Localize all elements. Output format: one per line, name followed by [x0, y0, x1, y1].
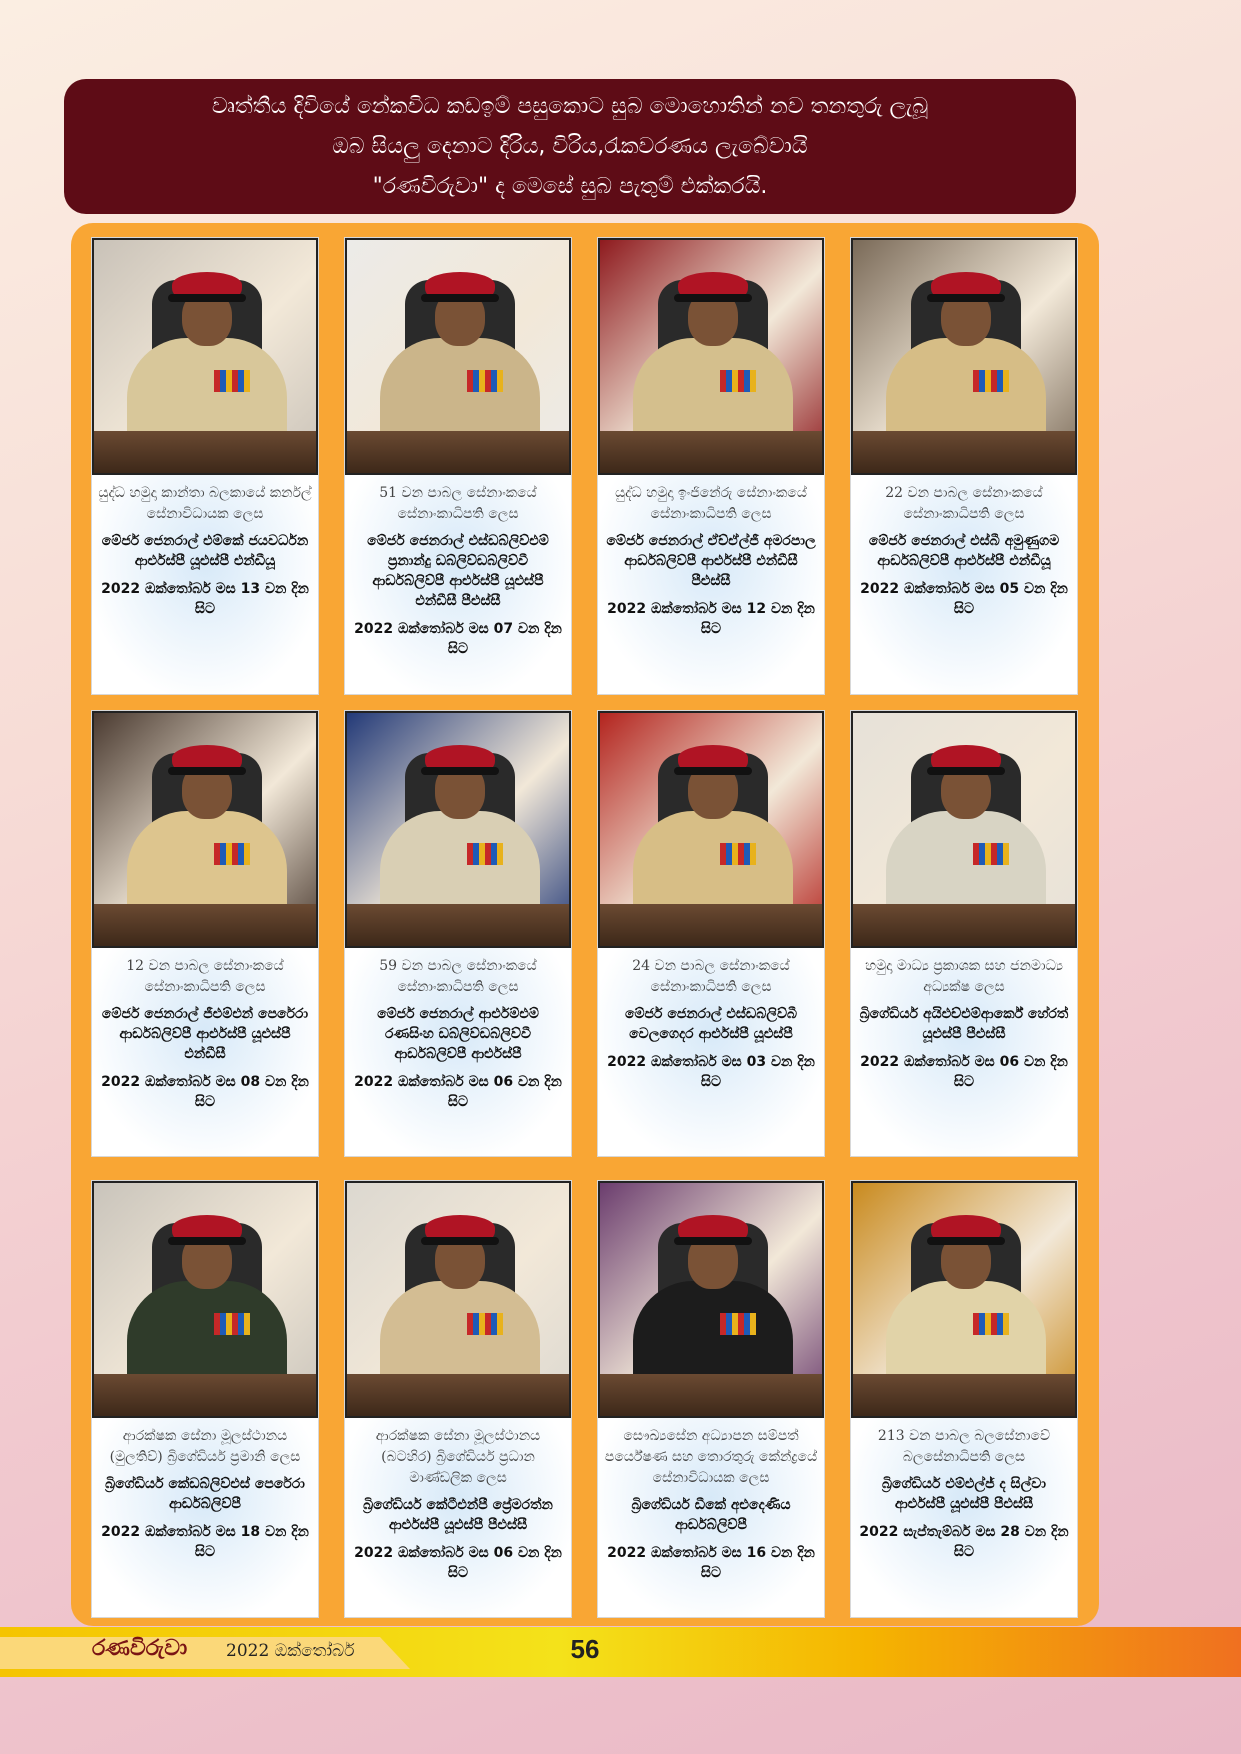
photo-cap-peak	[168, 1237, 246, 1245]
officer-photo	[92, 238, 318, 475]
photo-cap-peak	[421, 1237, 499, 1245]
banner-line-3: "රණවිරුවා" ද මෙසේ සුබ පැතුම් එක්කරයි.	[372, 173, 768, 199]
photo-cap-peak	[927, 767, 1005, 775]
photo-cap-peak	[927, 294, 1005, 302]
officer-photo	[598, 238, 824, 475]
photo-desk	[94, 431, 316, 473]
photo-medals	[720, 843, 756, 865]
photo-medals	[973, 843, 1009, 865]
magazine-logo: රණවිරුවා	[92, 1635, 188, 1661]
officer-name: මේජර් ජෙනරාල් ඒච්ඒල්ජී අමරපාල ආර්ඩබ්ලිව්පී ආර්එස්පී එන්ඩීසී පීඑස්සී	[606, 533, 816, 589]
photo-desk	[347, 904, 569, 946]
photo-desk	[600, 431, 822, 473]
photo-desk	[347, 431, 569, 473]
card-caption	[92, 475, 318, 694]
photo-desk	[600, 1374, 822, 1416]
card-caption	[851, 948, 1077, 1156]
effective-date: 2022 සැප්තැම්බර් මස 28 වන දින සිට	[859, 1524, 1069, 1560]
card-caption	[345, 1418, 571, 1617]
promotion-card	[850, 710, 1078, 1157]
card-caption	[598, 948, 824, 1156]
officer-role: යුද්ධ හමුදා ඉංජිනේරු සේනාංකයේ සේනාංකාධිපති ලෙස	[615, 485, 807, 522]
photo-desk	[853, 904, 1075, 946]
issue-label: 2022 ඔක්තෝබර්	[226, 1641, 355, 1661]
effective-date: 2022 ඔක්තෝබර් මස 06 වන දින සිට	[860, 1054, 1068, 1090]
officer-role: හමුදා මාධ්‍ය ප්‍රකාශක සහ ජනමාධ්‍ය අධ්‍යක්ෂ ලෙස	[865, 958, 1063, 995]
officer-photo	[851, 238, 1077, 475]
officer-role: 12 වන පාබල සේනාංකයේ සේනාංකාධිපති ලෙස	[126, 958, 284, 995]
officer-name: බ්‍රිගේඩියර් කේඩබ්ලිව්එස් පෙරේරා ආර්ඩබ්ලිව්පී	[105, 1476, 305, 1512]
card-caption	[851, 475, 1077, 694]
officer-photo	[345, 711, 571, 948]
officer-name: බ්‍රිගේඩියර් ඩීකේ අළුදෙණිය ආර්ඩබ්ලිව්පී	[631, 1497, 791, 1533]
officer-photo	[851, 711, 1077, 948]
card-caption	[92, 1418, 318, 1617]
effective-date: 2022 ඔක්තෝබර් මස 06 වන දින සිට	[354, 1074, 562, 1110]
effective-date: 2022 ඔක්තෝබර් මස 05 වන දින සිට	[860, 581, 1068, 617]
officer-role: 59 වන පාබල සේනාංකයේ සේනාංකාධිපති ලෙස	[379, 958, 537, 995]
photo-desk	[94, 904, 316, 946]
banner-line-2: ඔබ සියලු දෙනාට දිරිය, විරිය,රැකවරණය ලැබේවායි	[332, 133, 808, 159]
photo-medals	[973, 370, 1009, 392]
officer-role: 51 වන පාබල සේනාංකයේ සේනාංකාධිපති ලෙස	[379, 485, 537, 522]
photo-medals	[720, 1313, 756, 1335]
effective-date: 2022 ඔක්තෝබර් මස 03 වන දින සිට	[607, 1054, 815, 1090]
photo-cap-peak	[421, 294, 499, 302]
photo-medals	[720, 370, 756, 392]
card-caption	[345, 475, 571, 694]
page-number: 56	[570, 1634, 600, 1664]
effective-date: 2022 ඔක්තෝබර් මස 12 වන දින සිට	[607, 601, 815, 637]
photo-cap-peak	[927, 1237, 1005, 1245]
officer-name: බ්‍රිගේඩියර් අයිඑච්එම්ආර්කේ හේරත් යූඑස්පී පීඑස්සී	[859, 1006, 1069, 1042]
officer-role: 213 වන පාබල බලසේනාවේ බලසේනාධිපති ලෙස	[877, 1428, 1051, 1465]
officer-name: මේජර් ජෙනරාල් එස්බී අමුණුගම ආර්ඩබ්ලිව්පී ආර්එස්පී එන්ඩීයූ	[868, 533, 1060, 569]
photo-medals	[973, 1313, 1009, 1335]
promotion-card	[344, 1180, 572, 1618]
photo-cap-peak	[674, 767, 752, 775]
photo-desk	[347, 1374, 569, 1416]
officer-role: 24 වන පාබල සේනාංකයේ සේනාංකාධිපති ලෙස	[632, 958, 790, 995]
officer-role: ආරක්ෂක සේනා මූලස්ථානය (මුලතිව්) බ්‍රිගේඩියර් ප්‍රමානි ලෙස	[109, 1428, 301, 1465]
greeting-banner	[64, 79, 1076, 214]
photo-desk	[600, 904, 822, 946]
photo-medals	[467, 843, 503, 865]
promotion-card	[344, 237, 572, 695]
card-caption	[92, 948, 318, 1156]
promotion-card	[91, 710, 319, 1157]
officer-role: සෞඛ්‍යසේන අධ්‍යාපන සම්පත් පර්යේෂණ සහ තොරතුරු කේන්ද්‍රයේ සේනාවිධායක ලෙස	[604, 1428, 818, 1486]
photo-cap-peak	[168, 294, 246, 302]
card-caption	[598, 1418, 824, 1617]
promotion-card	[91, 1180, 319, 1618]
officer-role: 22 වන පාබල සේනාංකයේ සේනාංකාධිපති ලෙස	[885, 485, 1043, 522]
officer-name: බ්‍රිගේඩියර් එම්එල්ජ් ද සිල්වා ආර්එස්පී යූඑස්පී පීඑස්සී	[882, 1476, 1046, 1512]
promotion-card	[597, 1180, 825, 1618]
card-caption	[851, 1418, 1077, 1617]
officer-photo	[345, 238, 571, 475]
banner-line-1: වෘත්තීය දිවියේ නේකවිධ කඩඉම් පසුකොට සුබ මොහොතින් නව තනතුරු ලැබූ	[211, 93, 929, 119]
promotion-card	[597, 237, 825, 695]
photo-medals	[467, 1313, 503, 1335]
officer-name: මේජර් ජෙනරාල් එස්ඩබ්ලිව්එම් ප්‍රනාන්දු ඩබ්ලිව්ඩබ්ලිව්වී ආර්ඩබ්ලිව්පී ආර්එස්පී යූඑස්පී එන්ඩීසී පීඑස්සී	[367, 533, 549, 609]
officer-photo	[851, 1181, 1077, 1418]
card-caption	[598, 475, 824, 694]
officer-name: මේජර් ජෙනරාල් ජීඑම්එන් පෙරේරා ආර්ඩබ්ලිව්පී ආර්එස්පී යූඑස්පී එන්ඩීසී	[101, 1006, 309, 1062]
photo-medals	[214, 370, 250, 392]
effective-date: 2022 ඔක්තෝබර් මස 07 වන දින සිට	[354, 621, 562, 657]
photo-cap-peak	[674, 294, 752, 302]
effective-date: 2022 ඔක්තෝබර් මස 18 වන දින සිට	[101, 1524, 309, 1560]
promotion-card	[344, 710, 572, 1157]
officer-role: ආරක්ෂක සේනා මූලස්ථානය (බටහිර) බ්‍රිගේඩියර් ප්‍රධාන මාණ්ඩලික ලෙස	[375, 1428, 541, 1486]
photo-cap-peak	[674, 1237, 752, 1245]
effective-date: 2022 ඔක්තෝබර් මස 06 වන දින සිට	[354, 1545, 562, 1581]
officer-photo	[92, 1181, 318, 1418]
officer-photo	[598, 711, 824, 948]
promotion-card	[91, 237, 319, 695]
promotion-card	[597, 710, 825, 1157]
photo-medals	[214, 843, 250, 865]
effective-date: 2022 ඔක්තෝබර් මස 16 වන දින සිට	[607, 1545, 815, 1581]
officer-photo	[345, 1181, 571, 1418]
officer-name: මේජර් ජෙනරාල් ආර්එම්එම් රණසිංහ ඩබ්ලිව්ඩබ්ලිව්වී ආර්ඩබ්ලිව්පී ආර්එස්පී	[377, 1006, 539, 1062]
promotion-card	[850, 237, 1078, 695]
photo-desk	[853, 1374, 1075, 1416]
officer-photo	[92, 711, 318, 948]
photo-medals	[467, 370, 503, 392]
officer-name: මේජර් ජෙනරාල් එස්ඩබ්ලිව්බී වෙලගෙදර ආර්එස්පී යූඑස්පී	[624, 1006, 798, 1042]
card-caption	[345, 948, 571, 1156]
officer-name: මේජර් ජෙනරාල් එම්කේ ජයවර්ධන ආර්එස්පී යූඑස්පී එන්ඩීයූ	[101, 533, 309, 569]
officer-name: බ්‍රිගේඩියර් කේටීඑන්පී ප්‍රේමරත්න ආර්එස්පී යූඑස්පී පීඑස්සී	[363, 1497, 553, 1533]
officer-photo	[598, 1181, 824, 1418]
effective-date: 2022 ඔක්තෝබර් මස 13 වන දින සිට	[101, 581, 309, 617]
photo-cap-peak	[421, 767, 499, 775]
photo-desk	[94, 1374, 316, 1416]
promotion-card	[850, 1180, 1078, 1618]
page-footer	[0, 1627, 1241, 1677]
photo-cap-peak	[168, 767, 246, 775]
photo-desk	[853, 431, 1075, 473]
officer-role: යුද්ධ හමුදා කාන්තා බලකායේ කර්නල් සේනාවිධායක ලෙස	[98, 485, 312, 522]
photo-medals	[214, 1313, 250, 1335]
effective-date: 2022 ඔක්තෝබර් මස 08 වන දින සිට	[101, 1074, 309, 1110]
